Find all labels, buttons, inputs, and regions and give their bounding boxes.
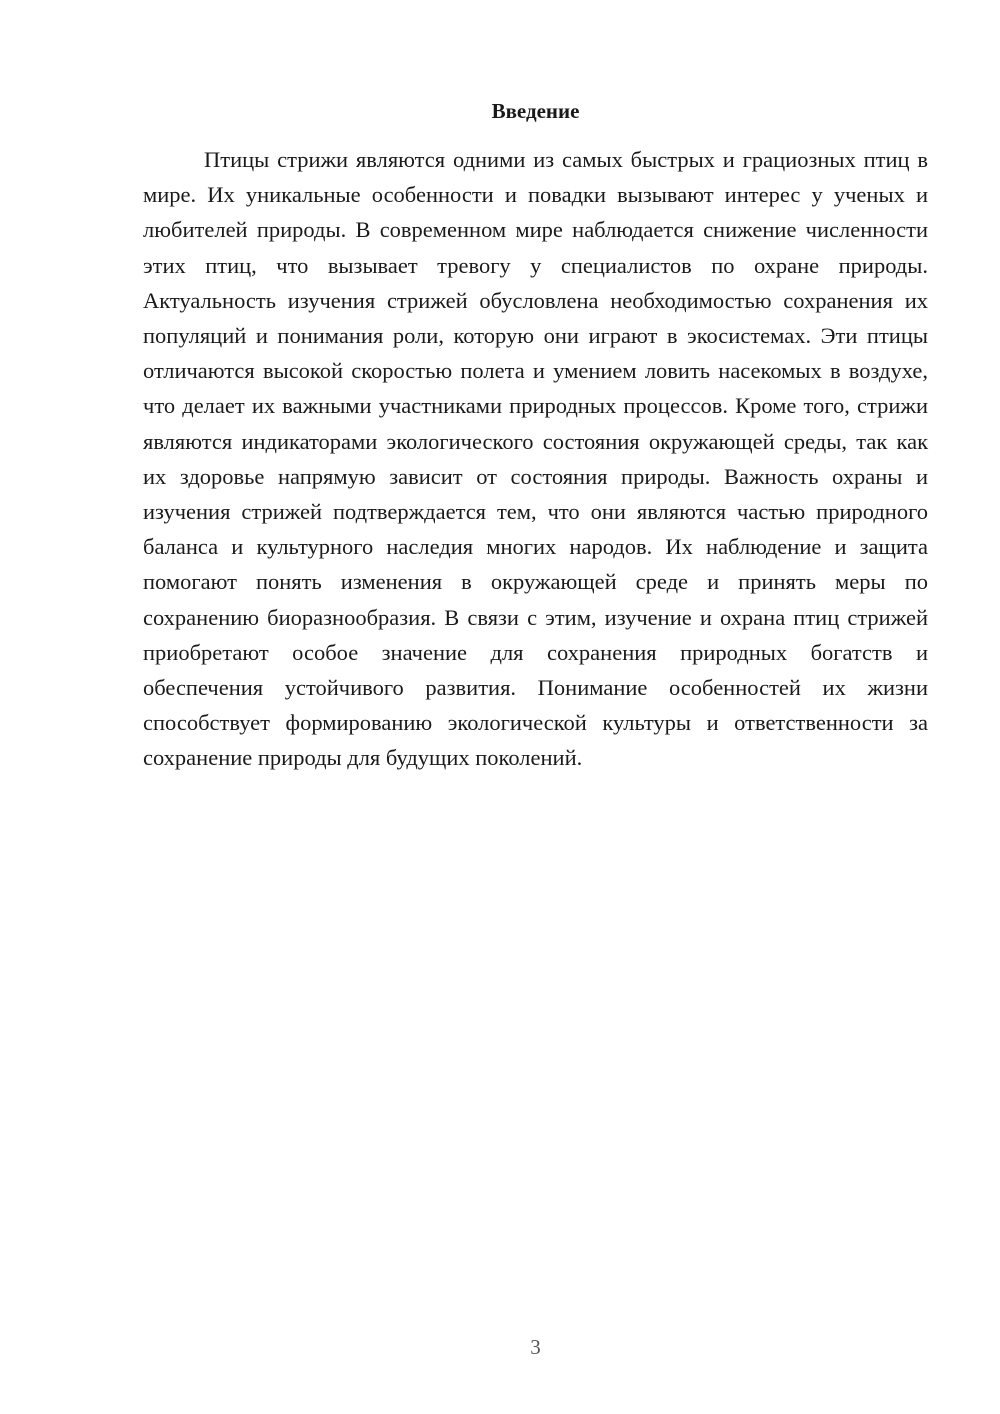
page-number: 3 [530,1335,541,1359]
body-paragraph: Птицы стрижи являются одними из самых быстрых и грациозных птиц в мире. Их уникальные особенности и повадки вызывают интерес у ученых и любителей природы. В современном мире наблюдается снижение численности этих птиц, что вызывает тревогу у специалистов по охране природы. Актуальность изучения стрижей обусловлена необходимостью сохранения их популяций и понимания роли, которую они играют в экосистемах. Эти птицы отличаются высокой скоростью полета и умением ловить насекомых в воздухе, что делает их важными участниками природных процессов. Кроме того, стрижи являются индикаторами экологического состояния окружающей среды, так как их здоровье напрямую зависит от состояния природы. Важность охраны и изучения стрижей подтверждается тем, что они являются частью природного баланса и культурного наследия многих народов. Их наблюдение и защита помогают понять изменения в окружающей среде и принять меры по сохранению биоразнообразия. В связи с этим, изучение и охрана птиц стрижей приобретают особое значение для сохранения природных богатств и обеспечения устойчивого развития. Понимание особенностей их жизни способствует формированию экологической культуры и ответственности за сохранение природы для будущих поколений. [143,147,928,771]
section-heading: Введение [491,99,580,123]
